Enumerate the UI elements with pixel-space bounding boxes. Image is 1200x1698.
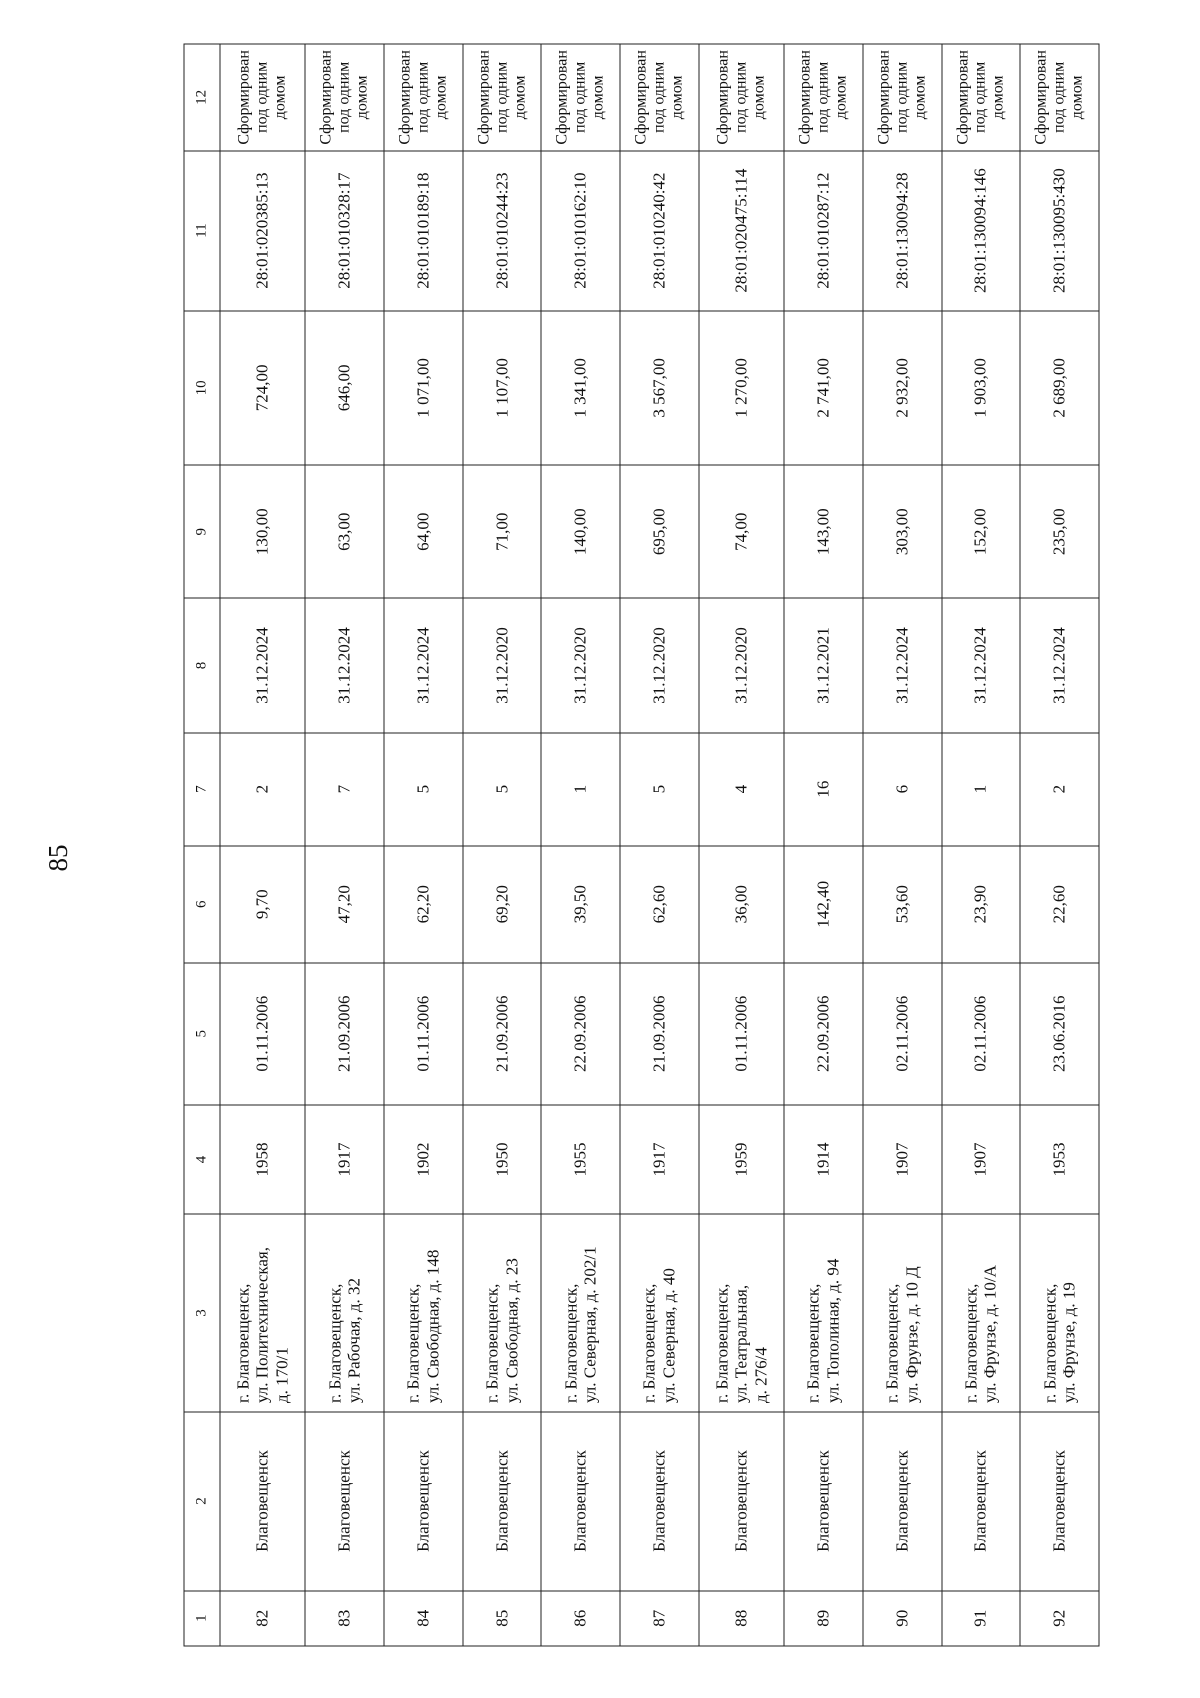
table-row	[541, 44, 620, 1646]
date-registered-cell: 21.09.2006	[463, 963, 542, 1105]
status-line: Сформирован	[954, 50, 971, 145]
year-cell: 1917	[620, 1105, 699, 1215]
status-line: домом	[271, 75, 289, 120]
city-cell: Благовещенск	[620, 1412, 699, 1591]
status-line: под одним	[414, 61, 432, 133]
area-cell: 143,00	[784, 465, 863, 598]
status-line: под одним	[650, 61, 668, 133]
city-cell: Благовещенск	[1020, 1412, 1099, 1591]
planned-date-cell: 31.12.2024	[942, 598, 1021, 732]
status-line: домом	[668, 75, 686, 120]
column-header: 2	[184, 1412, 220, 1591]
cadastral-number-cell: 28:01:010189:18	[384, 151, 463, 311]
status-line: Сформирован	[796, 50, 814, 145]
status-cell	[863, 44, 942, 151]
status-line: Сформирован	[475, 50, 493, 145]
address-line: г. Благовещенск,	[1040, 1283, 1060, 1404]
area-cell: 63,00	[305, 465, 384, 598]
land-area-cell: 2 932,00	[863, 311, 942, 466]
date-registered-cell: 21.09.2006	[305, 963, 384, 1105]
status-cell	[463, 44, 542, 151]
count-cell: 5	[620, 733, 699, 846]
date-registered-cell: 01.11.2006	[699, 963, 784, 1105]
address-line: ул. Фрунзе, д. 19	[1059, 1282, 1079, 1404]
status-line: Сформирован	[632, 50, 650, 145]
address-line: г. Благовещенск,	[403, 1283, 423, 1404]
area-cell: 36,00	[699, 846, 784, 963]
status-line: домом	[750, 75, 768, 120]
year-cell: 1902	[384, 1105, 463, 1215]
count-cell: 5	[384, 733, 463, 846]
address-line: ул. Тополиная, д. 94	[823, 1258, 843, 1404]
row-number: 84	[384, 1591, 463, 1646]
status-cell	[699, 44, 784, 151]
status-line: под одним	[493, 61, 511, 133]
year-cell: 1958	[220, 1105, 305, 1215]
column-header: 10	[184, 311, 220, 466]
city-cell: Благовещенск	[942, 1412, 1021, 1591]
address-line: ул. Северная, д. 40	[659, 1268, 679, 1404]
status-line: домом	[589, 75, 607, 120]
year-cell: 1959	[699, 1105, 784, 1215]
housing-table	[184, 44, 1100, 1647]
area-cell: 62,20	[384, 846, 463, 963]
area-cell: 69,20	[463, 846, 542, 963]
status-line: домом	[432, 75, 450, 120]
row-number: 88	[699, 1591, 784, 1646]
status-line: под одним	[732, 61, 750, 133]
row-number: 91	[942, 1591, 1021, 1646]
status-line: Сформирован	[235, 50, 253, 145]
address-line: г. Благовещенск,	[882, 1283, 902, 1404]
cadastral-number-cell: 28:01:130095:430	[1020, 151, 1099, 311]
cadastral-number-cell: 28:01:020385:13	[220, 151, 305, 311]
count-cell: 6	[863, 733, 942, 846]
area-cell: 130,00	[220, 465, 305, 598]
date-registered-cell: 01.11.2006	[384, 963, 463, 1105]
table-row	[784, 44, 863, 1646]
cadastral-number-cell: 28:01:010287:12	[784, 151, 863, 311]
status-line: Сформирован	[875, 50, 893, 145]
status-line: домом	[989, 75, 1007, 120]
table-row	[1020, 44, 1099, 1646]
address-cell	[863, 1214, 942, 1411]
status-line: Сформирован	[714, 50, 732, 145]
column-header: 1	[184, 1591, 220, 1646]
table-container	[183, 44, 1099, 1647]
address-cell	[784, 1214, 863, 1411]
status-cell	[305, 44, 384, 151]
address-cell	[541, 1214, 620, 1411]
status-cell	[541, 44, 620, 151]
address-line: ул. Фрунзе, д. 10/А	[980, 1265, 1000, 1404]
land-area-cell: 2 741,00	[784, 311, 863, 466]
column-header: 7	[184, 733, 220, 846]
status-line: домом	[832, 75, 850, 120]
city-cell: Благовещенск	[699, 1412, 784, 1591]
area-cell: 695,00	[620, 465, 699, 598]
address-line: г. Благовещенск,	[482, 1283, 502, 1404]
status-line: домом	[353, 75, 371, 120]
address-line: ул. Рабочая, д. 32	[344, 1278, 364, 1404]
year-cell: 1907	[863, 1105, 942, 1215]
land-area-cell: 646,00	[305, 311, 384, 466]
table-body	[220, 44, 1099, 1646]
page-number: 85	[43, 844, 73, 872]
row-number: 90	[863, 1591, 942, 1646]
cadastral-number-cell: 28:01:010240:42	[620, 151, 699, 311]
table-row	[220, 44, 305, 1646]
row-number: 86	[541, 1591, 620, 1646]
area-cell: 23,90	[942, 846, 1021, 963]
status-line: под одним	[814, 61, 832, 133]
cadastral-number-cell: 28:01:130094:146	[942, 151, 1021, 311]
row-number: 85	[463, 1591, 542, 1646]
status-line: домом	[511, 75, 528, 120]
row-number: 83	[305, 1591, 384, 1646]
table-row	[384, 44, 463, 1646]
count-cell: 2	[220, 733, 305, 846]
cadastral-number-cell: 28:01:010244:23	[463, 151, 542, 311]
status-line: под одним	[971, 61, 989, 133]
city-cell: Благовещенск	[541, 1412, 620, 1591]
count-cell: 5	[463, 733, 542, 846]
area-cell: 22,60	[1020, 846, 1099, 963]
column-header: 9	[184, 465, 220, 598]
land-area-cell: 1 903,00	[942, 311, 1021, 466]
land-area-cell: 1 270,00	[699, 311, 784, 466]
status-line: Сформирован	[317, 50, 335, 145]
table-row	[699, 44, 784, 1646]
table-row	[305, 44, 384, 1646]
address-line: г. Благовещенск,	[712, 1283, 732, 1404]
column-header: 4	[184, 1105, 220, 1215]
area-cell: 64,00	[384, 465, 463, 598]
date-registered-cell: 23.06.2016	[1020, 963, 1099, 1105]
table-row	[942, 44, 1021, 1646]
address-line: ул. Театральная,	[731, 1284, 751, 1404]
date-registered-cell: 21.09.2006	[620, 963, 699, 1105]
planned-date-cell: 31.12.2024	[863, 598, 942, 732]
status-cell	[784, 44, 863, 151]
city-cell: Благовещенск	[784, 1412, 863, 1591]
status-line: домом	[911, 75, 929, 120]
address-line: г. Благовещенск,	[639, 1283, 659, 1404]
table-row	[863, 44, 942, 1646]
status-line: под одним	[1050, 61, 1068, 133]
area-cell: 140,00	[541, 465, 620, 598]
date-registered-cell: 02.11.2006	[942, 963, 1021, 1105]
planned-date-cell: 31.12.2020	[463, 598, 542, 732]
status-cell	[620, 44, 699, 151]
column-header: 5	[184, 963, 220, 1105]
year-cell: 1955	[541, 1105, 620, 1215]
status-line: под одним	[571, 61, 589, 133]
area-cell: 152,00	[942, 465, 1021, 598]
status-cell	[1020, 44, 1099, 151]
row-number: 87	[620, 1591, 699, 1646]
table-row	[463, 44, 542, 1646]
address-line: ул. Северная, д. 202/1	[580, 1246, 600, 1404]
status-line: под одним	[893, 61, 911, 133]
status-line: Сформирован	[553, 50, 571, 145]
date-registered-cell: 01.11.2006	[220, 963, 305, 1105]
cadastral-number-cell: 28:01:010162:10	[541, 151, 620, 311]
planned-date-cell: 31.12.2020	[620, 598, 699, 732]
row-number: 92	[1020, 1591, 1099, 1646]
table-row	[620, 44, 699, 1646]
planned-date-cell: 31.12.2024	[1020, 598, 1099, 732]
address-line: д. 276/4	[751, 1347, 771, 1404]
city-cell: Благовещенск	[384, 1412, 463, 1591]
city-cell: Благовещенск	[463, 1412, 542, 1591]
rotated-table-frame	[184, 44, 1100, 1647]
cadastral-number-cell: 28:01:130094:28	[863, 151, 942, 311]
land-area-cell: 2 689,00	[1020, 311, 1099, 466]
cadastral-number-cell: 28:01:010328:17	[305, 151, 384, 311]
planned-date-cell: 31.12.2024	[384, 598, 463, 732]
address-line: ул. Фрунзе, д. 10 Д	[902, 1266, 922, 1404]
date-registered-cell: 22.09.2006	[784, 963, 863, 1105]
year-cell: 1950	[463, 1105, 542, 1215]
land-area-cell: 724,00	[220, 311, 305, 466]
status-line: домом	[1068, 75, 1086, 120]
status-cell	[220, 44, 305, 151]
planned-date-cell: 31.12.2024	[305, 598, 384, 732]
row-number: 82	[220, 1591, 305, 1646]
count-cell: 16	[784, 733, 863, 846]
address-line: ул. Свободная, д. 148	[423, 1249, 443, 1404]
address-cell	[384, 1214, 463, 1411]
address-cell	[699, 1214, 784, 1411]
column-header: 8	[184, 598, 220, 732]
status-line: под одним	[335, 61, 353, 133]
address-line: г. Благовещенск,	[233, 1283, 253, 1404]
count-cell: 4	[699, 733, 784, 846]
area-cell: 53,60	[863, 846, 942, 963]
address-cell	[620, 1214, 699, 1411]
planned-date-cell: 31.12.2020	[541, 598, 620, 732]
year-cell: 1907	[942, 1105, 1021, 1215]
status-cell	[942, 44, 1021, 151]
address-cell	[220, 1214, 305, 1411]
address-cell	[463, 1214, 542, 1411]
year-cell: 1953	[1020, 1105, 1099, 1215]
address-line: г. Благовещенск,	[803, 1283, 823, 1404]
count-cell: 1	[942, 733, 1021, 846]
area-cell: 62,60	[620, 846, 699, 963]
land-area-cell: 1 107,00	[463, 311, 542, 466]
city-cell: Благовещенск	[220, 1412, 305, 1591]
status-line: Сформирован	[396, 50, 414, 145]
status-line: Сформирован	[1032, 50, 1050, 145]
address-cell	[305, 1214, 384, 1411]
column-header: 6	[184, 846, 220, 963]
planned-date-cell: 31.12.2021	[784, 598, 863, 732]
address-line: г. Благовещенск,	[325, 1283, 345, 1404]
area-cell: 303,00	[863, 465, 942, 598]
cadastral-number-cell: 28:01:020475:114	[699, 151, 784, 311]
city-cell: Благовещенск	[305, 1412, 384, 1591]
date-registered-cell: 22.09.2006	[541, 963, 620, 1105]
land-area-cell: 1 341,00	[541, 311, 620, 466]
address-line: г. Благовещенск,	[961, 1283, 981, 1404]
address-cell	[942, 1214, 1021, 1411]
area-cell: 74,00	[699, 465, 784, 598]
column-header: 11	[184, 151, 220, 311]
planned-date-cell: 31.12.2024	[220, 598, 305, 732]
status-cell	[384, 44, 463, 151]
count-cell: 2	[1020, 733, 1099, 846]
date-registered-cell: 02.11.2006	[863, 963, 942, 1105]
planned-date-cell: 31.12.2020	[699, 598, 784, 732]
area-cell: 39,50	[541, 846, 620, 963]
column-header: 3	[184, 1214, 220, 1411]
city-cell: Благовещенск	[863, 1412, 942, 1591]
count-cell: 1	[541, 733, 620, 846]
address-line: д. 170/1	[272, 1347, 292, 1404]
area-cell: 47,20	[305, 846, 384, 963]
count-cell: 7	[305, 733, 384, 846]
area-cell: 9,70	[220, 846, 305, 963]
year-cell: 1914	[784, 1105, 863, 1215]
column-header: 12	[184, 44, 220, 151]
year-cell: 1917	[305, 1105, 384, 1215]
address-line: г. Благовещенск,	[561, 1283, 581, 1404]
address-cell	[1020, 1214, 1099, 1411]
area-cell: 235,00	[1020, 465, 1099, 598]
area-cell: 142,40	[784, 846, 863, 963]
header-row	[184, 44, 220, 1646]
address-line: ул. Свободная, д. 23	[502, 1258, 522, 1404]
row-number: 89	[784, 1591, 863, 1646]
area-cell: 71,00	[463, 465, 542, 598]
address-line: ул. Политехническая,	[252, 1247, 272, 1404]
land-area-cell: 1 071,00	[384, 311, 463, 466]
status-line: под одним	[253, 61, 271, 133]
land-area-cell: 3 567,00	[620, 311, 699, 466]
